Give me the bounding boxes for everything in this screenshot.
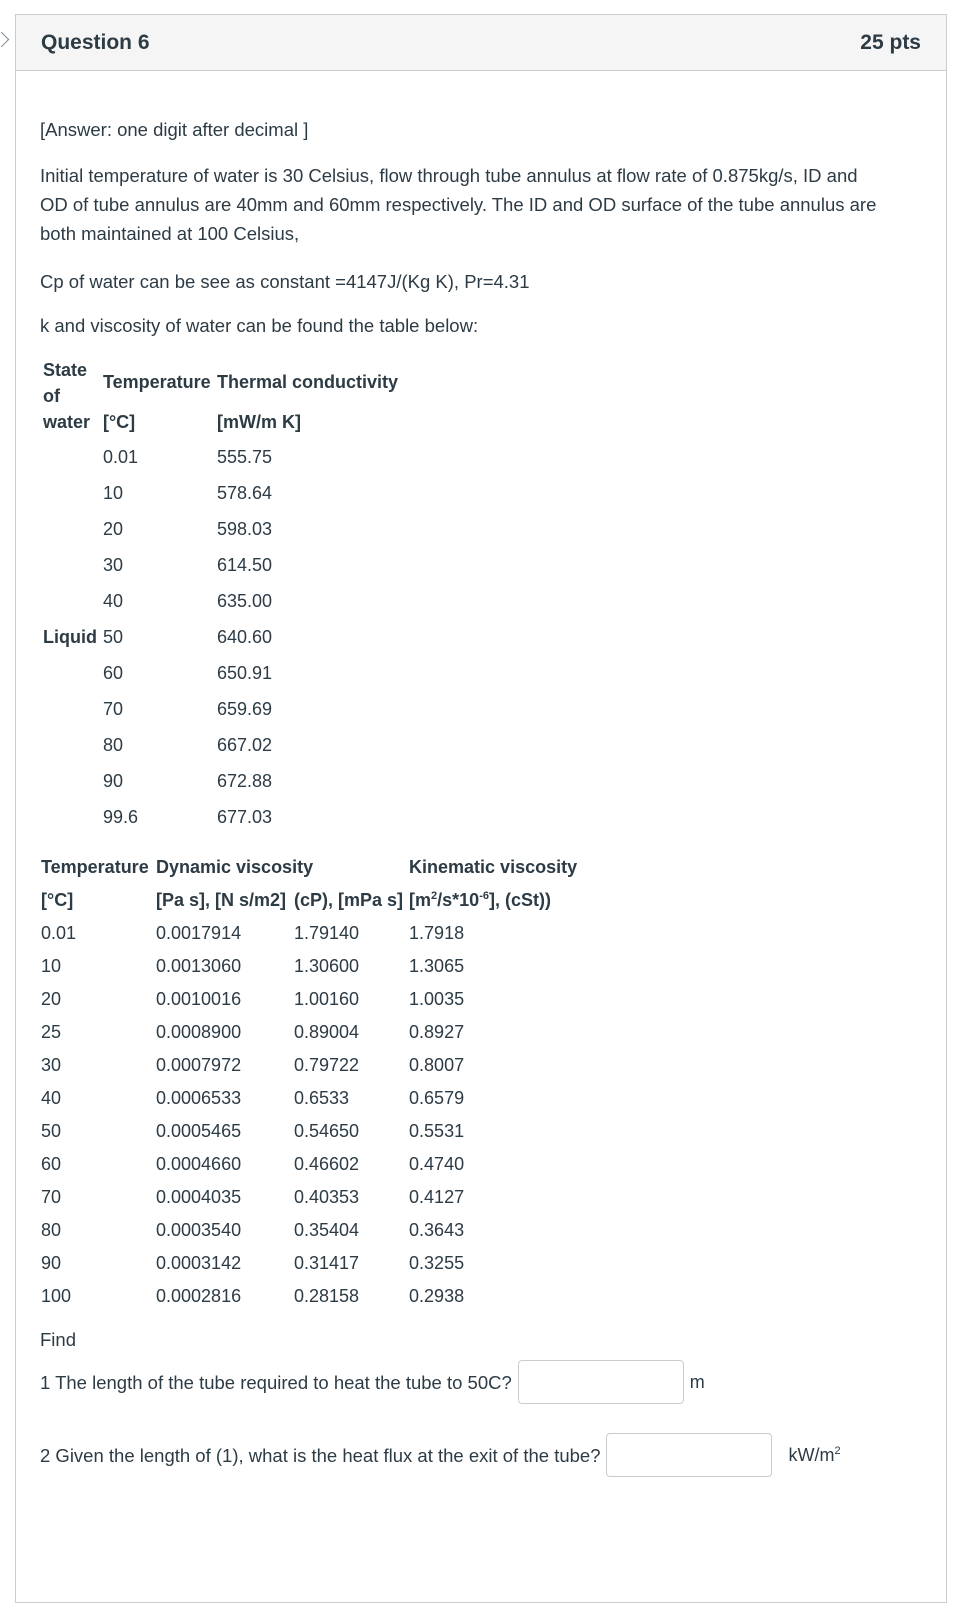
kinematic-cell: 0.4127 bbox=[409, 1187, 465, 1207]
temperature-cell: 99.6 bbox=[102, 806, 139, 827]
find-label: Find bbox=[40, 1329, 76, 1350]
temperature-cell: 0.01 bbox=[41, 923, 77, 943]
answer-note: [Answer: one digit after decimal ] bbox=[40, 119, 309, 140]
temperature-cell: 50 bbox=[41, 1121, 62, 1141]
table-row bbox=[40, 763, 401, 799]
viscosity-table bbox=[38, 851, 580, 1313]
table-row bbox=[38, 950, 580, 983]
kinematic-unit bbox=[406, 884, 580, 917]
temperature-cell: 90 bbox=[102, 770, 124, 791]
table-row bbox=[38, 1049, 580, 1082]
conductivity-cell: 578.64 bbox=[216, 482, 273, 503]
dynamic-pa-cell: 0.0007972 bbox=[156, 1055, 242, 1075]
state-cell bbox=[40, 511, 100, 547]
question-header bbox=[16, 15, 946, 71]
table-row bbox=[40, 691, 401, 727]
dynamic-viscosity-header: Dynamic viscosity bbox=[156, 857, 314, 877]
dynamic-unit-cp: (cP), [mPa s] bbox=[294, 890, 404, 910]
table-row bbox=[40, 583, 401, 619]
kinematic-cell: 1.7918 bbox=[409, 923, 465, 943]
kinematic-cell: 0.8007 bbox=[409, 1055, 465, 1075]
temperature-cell: 40 bbox=[102, 590, 124, 611]
temperature-cell: 60 bbox=[41, 1154, 62, 1174]
kinematic-cell: 0.5531 bbox=[409, 1121, 465, 1141]
table-row bbox=[38, 1280, 580, 1313]
kinematic-unit-b: /s*10 bbox=[437, 890, 480, 910]
temperature-cell: 0.01 bbox=[102, 446, 139, 467]
answer-2-input[interactable] bbox=[606, 1433, 772, 1477]
temperature-cell: 25 bbox=[41, 1022, 62, 1042]
conductivity-header-label: Thermal conductivity bbox=[216, 372, 399, 392]
dynamic-cp-cell: 1.79140 bbox=[294, 923, 360, 943]
table-row bbox=[38, 1247, 580, 1280]
temperature-cell: 60 bbox=[102, 662, 124, 683]
dynamic-pa-cell: 0.0002816 bbox=[156, 1286, 242, 1306]
dynamic-cp-cell: 0.46602 bbox=[294, 1154, 360, 1174]
kinematic-cell: 1.3065 bbox=[409, 956, 465, 976]
temperature-cell: 80 bbox=[102, 734, 124, 755]
table-row bbox=[40, 619, 401, 655]
table-row bbox=[38, 1148, 580, 1181]
kinematic-cell: 0.2938 bbox=[409, 1286, 465, 1306]
answer-2-unit-base: kW/m bbox=[788, 1444, 835, 1465]
kinematic-unit-sup2: -6 bbox=[479, 890, 489, 902]
answer-1-unit: m bbox=[689, 1371, 705, 1392]
table-header-row bbox=[38, 851, 580, 884]
table-row bbox=[40, 799, 401, 835]
dynamic-cp-cell: 0.31417 bbox=[294, 1253, 360, 1273]
state-cell bbox=[40, 763, 100, 799]
state-cell bbox=[40, 691, 100, 727]
question-2-text: 2 Given the length of (1), what is the heat flux at the exit of the tube? bbox=[40, 1444, 601, 1466]
temperature-header bbox=[100, 353, 214, 439]
temperature-unit: [°C] bbox=[41, 890, 74, 910]
table-row bbox=[38, 1115, 580, 1148]
conductivity-cell: 635.00 bbox=[216, 590, 273, 611]
dynamic-pa-cell: 0.0010016 bbox=[156, 989, 242, 1009]
dynamic-cp-cell: 0.89004 bbox=[294, 1022, 360, 1042]
table-unit-row bbox=[38, 884, 580, 917]
dynamic-cp-cell: 0.54650 bbox=[294, 1121, 360, 1141]
dynamic-pa-cell: 0.0004660 bbox=[156, 1154, 242, 1174]
temperature-cell: 30 bbox=[102, 554, 124, 575]
cp-line: Cp of water can be see as constant =4147J/(Kg K), Pr=4.31 bbox=[40, 271, 530, 292]
conductivity-cell: 555.75 bbox=[216, 446, 273, 467]
table-row bbox=[40, 655, 401, 691]
temperature-cell: 80 bbox=[41, 1220, 62, 1240]
dynamic-cp-cell: 1.00160 bbox=[294, 989, 360, 1009]
kinematic-cell: 0.4740 bbox=[409, 1154, 465, 1174]
state-cell bbox=[40, 655, 100, 691]
conductivity-cell: 677.03 bbox=[216, 806, 273, 827]
temperature-unit: [°C] bbox=[102, 412, 136, 432]
temperature-cell: 20 bbox=[41, 989, 62, 1009]
state-cell bbox=[40, 475, 100, 511]
conductivity-header bbox=[214, 353, 401, 439]
dynamic-pa-cell: 0.0003540 bbox=[156, 1220, 242, 1240]
conductivity-cell: 672.88 bbox=[216, 770, 273, 791]
conductivity-cell: 598.03 bbox=[216, 518, 273, 539]
table-row bbox=[38, 917, 580, 950]
kinematic-unit-a: [m bbox=[409, 890, 432, 910]
temperature-cell: 50 bbox=[102, 626, 124, 647]
dynamic-pa-cell: 0.0017914 bbox=[156, 923, 242, 943]
table-row bbox=[40, 475, 401, 511]
table-row bbox=[38, 1082, 580, 1115]
problem-statement: Initial temperature of water is 30 Celsius, flow through tube annulus at flow rate of 0.875kg/s, ID and OD of tube annulus are 40mm and 60mm respectively. The ID and OD surface of the tube annulus are both maintained at 100 Celsius, bbox=[40, 165, 877, 244]
kinematic-cell: 0.3255 bbox=[409, 1253, 465, 1273]
dynamic-pa-cell: 0.0006533 bbox=[156, 1088, 242, 1108]
state-cell: Liquid bbox=[43, 626, 97, 647]
kinematic-cell: 0.6579 bbox=[409, 1088, 465, 1108]
dynamic-pa-cell: 0.0008900 bbox=[156, 1022, 242, 1042]
answer-2-unit-sup: 2 bbox=[834, 1444, 841, 1457]
kinematic-cell: 0.8927 bbox=[409, 1022, 465, 1042]
temperature-cell: 10 bbox=[41, 956, 62, 976]
table-row bbox=[40, 547, 401, 583]
dynamic-cp-cell: 0.40353 bbox=[294, 1187, 360, 1207]
dynamic-pa-cell: 0.0004035 bbox=[156, 1187, 242, 1207]
table-row bbox=[40, 439, 401, 475]
conductivity-unit: [mW/m K] bbox=[216, 412, 301, 432]
dynamic-cp-cell: 0.79722 bbox=[294, 1055, 360, 1075]
question-card bbox=[15, 14, 947, 1603]
collapse-arrow-icon[interactable] bbox=[0, 32, 9, 48]
kinematic-unit-sup1: 2 bbox=[431, 890, 438, 902]
state-cell bbox=[40, 799, 100, 835]
table-row bbox=[38, 1214, 580, 1247]
dynamic-cp-cell: 1.30600 bbox=[294, 956, 360, 976]
temperature-cell: 30 bbox=[41, 1055, 62, 1075]
temperature-header-label: Temperature bbox=[102, 372, 211, 392]
dynamic-cp-cell: 0.35404 bbox=[294, 1220, 360, 1240]
temperature-cell: 20 bbox=[102, 518, 124, 539]
state-cell bbox=[40, 439, 100, 475]
table-row bbox=[38, 983, 580, 1016]
state-cell bbox=[40, 583, 100, 619]
question-2 bbox=[40, 1432, 841, 1478]
dynamic-cp-cell: 0.6533 bbox=[294, 1088, 350, 1108]
conductivity-cell: 614.50 bbox=[216, 554, 273, 575]
conductivity-cell: 667.02 bbox=[216, 734, 273, 755]
table-row bbox=[38, 1181, 580, 1214]
temperature-cell: 70 bbox=[102, 698, 124, 719]
table-row bbox=[40, 511, 401, 547]
state-header: State of water bbox=[43, 360, 91, 432]
dynamic-pa-cell: 0.0013060 bbox=[156, 956, 242, 976]
conductivity-cell: 640.60 bbox=[216, 626, 273, 647]
temperature-cell: 10 bbox=[102, 482, 124, 503]
question-points: 25 pts bbox=[860, 30, 921, 54]
table-intro: k and viscosity of water can be found the table below: bbox=[40, 315, 479, 336]
question-title: Question 6 bbox=[41, 30, 150, 54]
state-cell bbox=[40, 727, 100, 763]
question-1 bbox=[40, 1359, 705, 1405]
table-row bbox=[40, 727, 401, 763]
kinematic-unit-c: ], (cSt)) bbox=[488, 890, 551, 910]
conductivity-cell: 650.91 bbox=[216, 662, 273, 683]
conductivity-cell: 659.69 bbox=[216, 698, 273, 719]
kinematic-cell: 0.3643 bbox=[409, 1220, 465, 1240]
temperature-cell: 90 bbox=[41, 1253, 62, 1273]
kinematic-viscosity-header: Kinematic viscosity bbox=[409, 857, 578, 877]
state-cell bbox=[40, 547, 100, 583]
dynamic-unit-pa: [Pa s], [N s/m2] bbox=[156, 890, 287, 910]
dynamic-cp-cell: 0.28158 bbox=[294, 1286, 360, 1306]
temperature-header: Temperature bbox=[41, 857, 149, 877]
thermal-conductivity-table bbox=[40, 353, 401, 835]
temperature-cell: 100 bbox=[41, 1286, 72, 1306]
dynamic-pa-cell: 0.0005465 bbox=[156, 1121, 242, 1141]
kinematic-cell: 1.0035 bbox=[409, 989, 465, 1009]
temperature-cell: 40 bbox=[41, 1088, 62, 1108]
table-row bbox=[38, 1016, 580, 1049]
answer-1-input[interactable] bbox=[518, 1360, 684, 1404]
table-header-row bbox=[40, 353, 401, 439]
answer-2-unit bbox=[788, 1445, 840, 1466]
temperature-cell: 70 bbox=[41, 1187, 62, 1207]
question-1-text: 1 The length of the tube required to heat the tube to 50C? bbox=[40, 1371, 512, 1393]
dynamic-pa-cell: 0.0003142 bbox=[156, 1253, 242, 1273]
